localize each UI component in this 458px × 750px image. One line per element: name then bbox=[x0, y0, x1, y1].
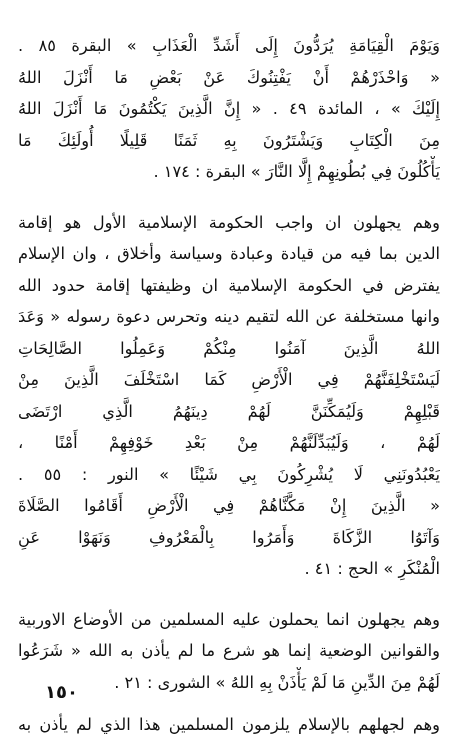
text-line: وهم لجهلهم بالإسلام يلزمون المسلمين هذا الذي لم يأذن به bbox=[18, 715, 440, 734]
paragraph-government-duty bbox=[18, 207, 440, 585]
paragraph-european-laws bbox=[18, 604, 440, 699]
text-line: يَأْكُلُونَ فِي بُطُونِهِمْ إِلَّا النَّارَ » البقرة : ١٧٤ . bbox=[153, 162, 440, 181]
text-line: الْمُنْكَرِ » الحج : ٤١ . bbox=[304, 559, 440, 578]
text-line: وانها مستخلفة عن الله لتقيم دينه وتحرس دعوة رسوله « وَعَدَ bbox=[18, 307, 440, 326]
paragraph-quran-verses bbox=[18, 30, 440, 188]
text-line: وهم يجهلون ان واجب الحكومة الإسلامية الأول هو إقامة bbox=[18, 212, 440, 232]
text-line: لَيَسْتَخْلِفَنَّهُمْ فِي الْأَرْضِ كَمَا اسْتَخْلَفَ الَّذِينَ مِنْ bbox=[18, 370, 440, 389]
page-number: ١٥٠ bbox=[45, 682, 78, 703]
page-body bbox=[18, 30, 440, 741]
text-line: إِلَيْكَ » ، المائدة ٤٩ . « إِنَّ الَّذِينَ يَكْتُمُونَ مَا أَنْزَلَ اللهُ bbox=[18, 99, 440, 118]
paragraph-ignorance bbox=[18, 709, 440, 741]
text-line: قَبْلِهِمْ وَلَيُمَكِّنَنَّ لَهُمْ دِينَهُمُ الَّذِي ارْتَضَى bbox=[18, 401, 440, 421]
text-line: لَهُمْ مِنَ الدِّينِ مَا لَمْ يَأْذَنْ بِهِ اللهُ » الشورى : ٢١ . bbox=[114, 672, 440, 692]
text-line: « الَّذِينَ إِنْ مَكَّنَّاهُمْ فِي الْأَرْضِ أَقَامُوا الصَّلَاةَ bbox=[18, 496, 440, 515]
text-line: وهم يجهلون انما يحملون عليه المسلمين من الأوضاع الاوربية bbox=[18, 609, 440, 629]
text-line: وَآتَوُا الزَّكَاةَ وَأَمَرُوا بِالْمَعْرُوفِ وَنَهَوْا عَنِ bbox=[18, 527, 440, 547]
text-line: يَعْبُدُونَنِي لَا يُشْرِكُونَ بِي شَيْئًا » النور : ٥٥ . bbox=[18, 464, 440, 484]
text-line: وَيَوْمَ الْقِيَامَةِ يُرَدُّونَ إِلَى أَشَدِّ الْعَذَابِ » البقرة ٨٥ . bbox=[18, 36, 440, 55]
text-line: والقوانين الوضعية إنما هو شرع ما لم يأذن به الله « شَرَعُوا bbox=[18, 641, 440, 660]
text-line: « وَاحْذَرْهُمْ أَنْ يَفْتِنُوكَ عَنْ بَعْضِ مَا أَنْزَلَ اللهُ bbox=[18, 67, 440, 87]
text-line: مِنَ الْكِتَابِ وَيَشْتَرُونَ بِهِ ثَمَنًا قَلِيلًا أُولَئِكَ مَا bbox=[18, 130, 440, 150]
text-line: الدين بما فيه من قيادة وعبادة وسياسة وأخلاق ، وان الإسلام bbox=[18, 244, 440, 263]
text-line: يفترض في الحكومة الإسلامية ان وظيفتها إقامة حدود الله bbox=[18, 275, 440, 295]
text-line: لَهُمْ ، وَلَيُبَدِّلَنَّهُمْ مِنْ بَعْدِ خَوْفِهِمْ أَمْنًا ، bbox=[18, 433, 440, 452]
text-line: اللهُ الَّذِينَ آمَنُوا مِنْكُمْ وَعَمِلُوا الصَّالِحَاتِ bbox=[18, 338, 440, 358]
